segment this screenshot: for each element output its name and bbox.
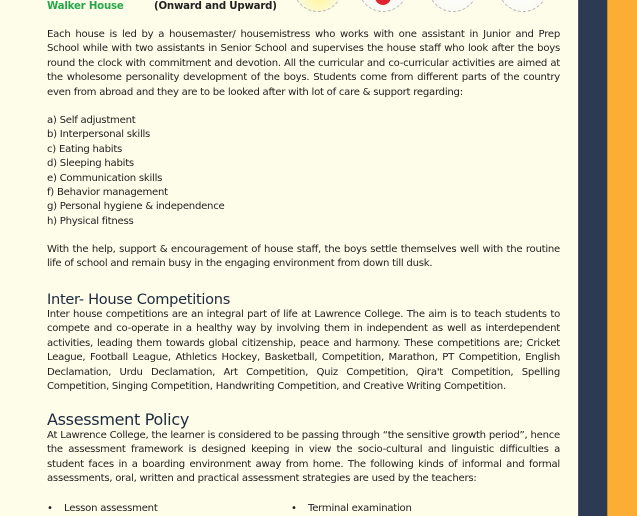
care-areas-list xyxy=(47,114,560,229)
orange-side-stripe xyxy=(607,0,637,516)
care-area-item: c) Eating habits xyxy=(47,143,123,155)
house-name: Walker House xyxy=(47,1,124,12)
inter-house-paragraph: Inter house competitions are an integral part of life at Lawrence College. The aim is to teach students to compete and co-operate in a healthy way by involving them in independent as well as interdependent activities, leading them towards global citizenship, peace and harmony. These competitions are; Cricket League, Football League, Athletics Hockey, Basketball, Competition, Marathon, PT Competition, English Declamation, Urdu Declamation, Art Competition, Quiz Competition, Qira't Competition, Spelling Competition, Singing Competition, Handwriting Competition, and Creative Writing Competition. xyxy=(47,309,560,393)
inter-house-heading: Inter- House Competitions xyxy=(47,291,231,308)
care-area-item: d) Sleeping habits xyxy=(47,158,134,170)
assessment-strategies-list xyxy=(47,502,567,516)
care-area-item: a) Self adjustment xyxy=(47,115,136,126)
bullet-icon: • xyxy=(47,503,53,514)
house-seal-4 xyxy=(498,0,548,12)
strategy-label: Terminal examination xyxy=(308,503,412,514)
house-seal-1 xyxy=(293,0,343,12)
bullet-icon: • xyxy=(291,503,297,514)
houses-closing-paragraph: With the help, support & encouragement of house staff, the boys settle themselves well with the routine life of school and remain busy in the engaging environment from down till dusk. xyxy=(47,244,560,270)
strategy-label: Lesson assessment xyxy=(64,503,158,514)
navy-side-stripe xyxy=(578,0,607,516)
house-seal-3 xyxy=(428,0,478,12)
care-area-item: b) Interpersonal skills xyxy=(47,129,151,141)
houses-intro-paragraph: Each house is led by a housemaster/ housemistress who works with one assistant in Junior and Prep School while with two assistants in Senior School and supervises the house staff who look after the boys round the clock with commitment and devotion. All the curricular and co-curricular activities are aimed at the wholesome personality development of the boys. Students come from different parts of the country even from abroad and they are to be looked after with lot of care & support regarding: xyxy=(47,29,560,98)
care-area-item: e) Communication skills xyxy=(47,172,163,184)
assessment-paragraph: At Lawrence College, the learner is considered to be passing through “the sensitive growth period”, hence the assessment framework is designed keeping in view the socio-cultural and linguistic difficulties a student faces in a boarding environment away from home. The following kinds of informal and formal assessments, oral, written and practical assessment strategies are used by the teachers: xyxy=(47,430,560,485)
assessment-heading: Assessment Policy xyxy=(47,410,189,429)
house-seal-2 xyxy=(358,0,408,12)
care-area-item: f) Behavior management xyxy=(47,186,168,198)
house-motto: (Onward and Upward) xyxy=(154,1,277,12)
care-area-item: h) Physical fitness xyxy=(47,215,134,227)
care-area-item: g) Personal hygiene & independence xyxy=(47,201,225,213)
